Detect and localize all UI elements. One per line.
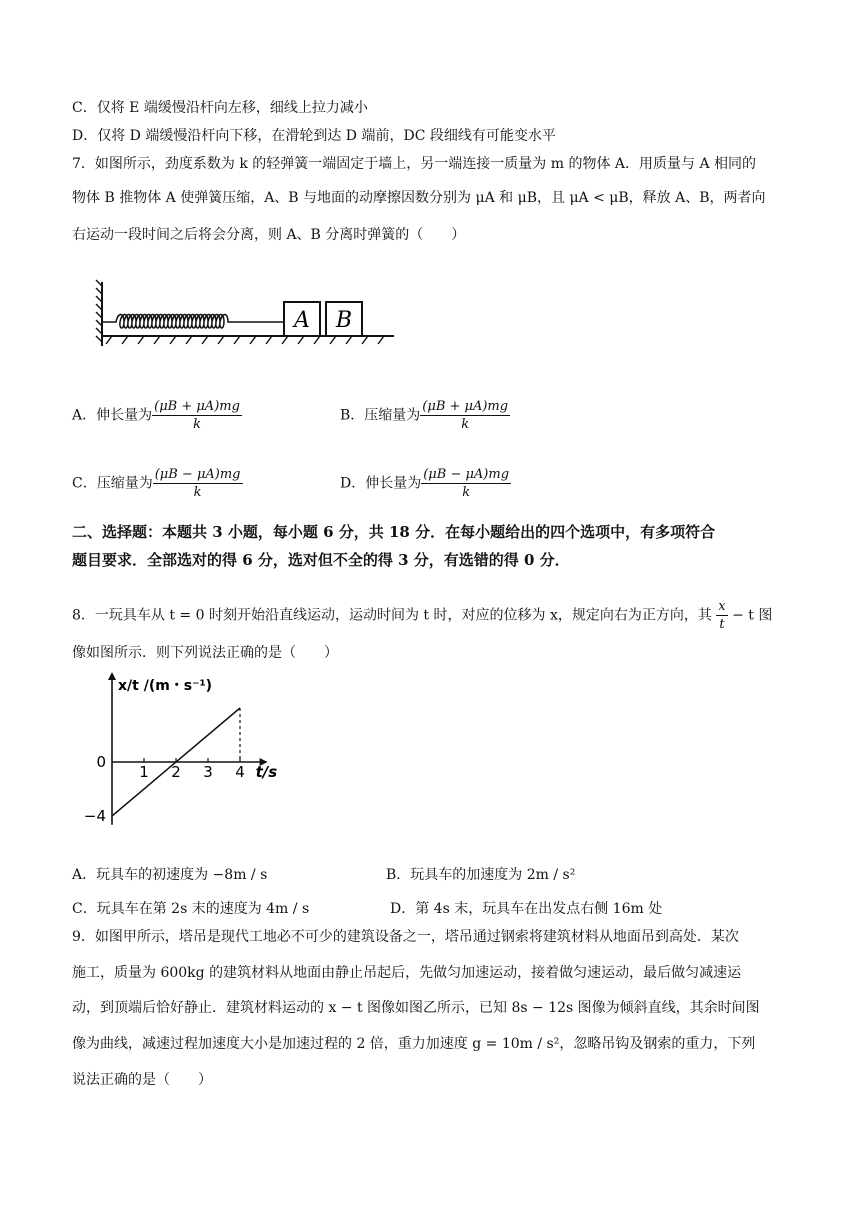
- q7-stem-line3: 右运动一段时间之后将会分离，则 A、B 分离时弹簧的（ ）: [72, 227, 466, 243]
- spring: [102, 315, 284, 329]
- q9-stem-line3: 动，到顶端后恰好静止．建筑材料运动的 x − t 图像如图乙所示，已知 8s − 12s 图像为倾斜直线，其余时间图: [72, 1000, 760, 1016]
- q7-option-d: D．伸长量为 $\frac{(\mu B - \mu A)mg}{k}$: [340, 467, 510, 500]
- q8-option-a: A．玩具车的初速度为 −8m / s: [72, 867, 268, 883]
- block-b-label: B: [335, 308, 353, 333]
- block-a-label: A: [294, 308, 310, 333]
- q9-stem-line2: 施工，质量为 600kg 的建筑材料从地面由静止吊起后，先做匀加速运动，接着做匀速运动，最后做匀减速运: [72, 965, 742, 981]
- q9-stem-line5: 说法正确的是（ ）: [72, 1072, 212, 1088]
- q7-option-b: B．压缩量为 $\frac{(\mu B + \mu A)mg}{k}$: [340, 399, 509, 432]
- q7-option-a: A．伸长量为 $\frac{(\mu B + \mu A)mg}{k}$: [72, 399, 240, 432]
- y-axis-label: x/t /(m・s⁻¹): [118, 678, 213, 694]
- q8-chart: [72, 666, 312, 836]
- q8-option-c: C．玩具车在第 2s 末的速度为 4m / s: [72, 901, 310, 917]
- q8-stem-line2: 像如图所示．则下列说法正确的是（ ）: [72, 645, 338, 661]
- y-tick-label: −4: [83, 807, 106, 825]
- y-axis-arrow: [108, 672, 116, 680]
- q7-stem-line1: 7．如图所示，劲度系数为 k 的轻弹簧一端固定于墙上，另一端连接一质量为 m 的物体 A．用质量与 A 相同的: [72, 156, 757, 172]
- q7-option-c: C．压缩量为 $\frac{(\mu B - \mu A)mg}{k}$: [72, 467, 241, 500]
- q8-stem-line1: 8．一玩具车从 t = 0 时刻开始沿直线运动，运动时间为 t 时，对应的位移为 x，规定向右为正方向，其 $\frac{x}{t}$ − t 图: [72, 599, 773, 632]
- q9-stem-line1: 9．如图甲所示，塔吊是现代工地必不可少的建筑设备之一，塔吊通过钢索将建筑材料从地面吊到高处．某次: [72, 929, 739, 945]
- section2-heading-line2: 题目要求．全部选对的得 6 分，选对但不全的得 3 分，有选错的得 0 分．: [72, 551, 570, 569]
- q8-option-b: B．玩具车的加速度为 2m / s²: [386, 867, 576, 883]
- q7-stem-line2: 物体 B 推物体 A 使弹簧压缩，A、B 与地面的动摩擦因数分别为 μA 和 μB，且 μA < μB，释放 A、B，两者向: [72, 190, 766, 206]
- x-tick-label: 4: [235, 763, 245, 781]
- y-tick-label: 0: [96, 753, 106, 771]
- x-tick-label: 3: [203, 763, 213, 781]
- x-axis-label: t/s: [255, 763, 278, 781]
- section2-heading-line1: 二、选择题：本题共 3 小题，每小题 6 分，共 18 分．在每小题给出的四个选项中，有多项符合: [72, 523, 716, 541]
- q8-option-d: D．第 4s 末，玩具车在出发点右侧 16m 处: [390, 901, 663, 917]
- q6-option-c: C．仅将 E 端缓慢沿杆向左移，细线上拉力减小: [72, 100, 368, 116]
- x-tick-label: 2: [171, 763, 181, 781]
- q9-stem-line4: 像为曲线，减速过程加速度大小是加速过程的 2 倍，重力加速度 g = 10m / s²，忽略吊钩及钢索的重力，下列: [72, 1036, 756, 1052]
- spring-blocks-figure: [72, 250, 442, 380]
- q6-option-d: D．仅将 D 端缓慢沿杆向下移，在滑轮到达 D 端前，DC 段细线有可能变水平: [72, 128, 556, 144]
- x-tick-label: 1: [139, 763, 149, 781]
